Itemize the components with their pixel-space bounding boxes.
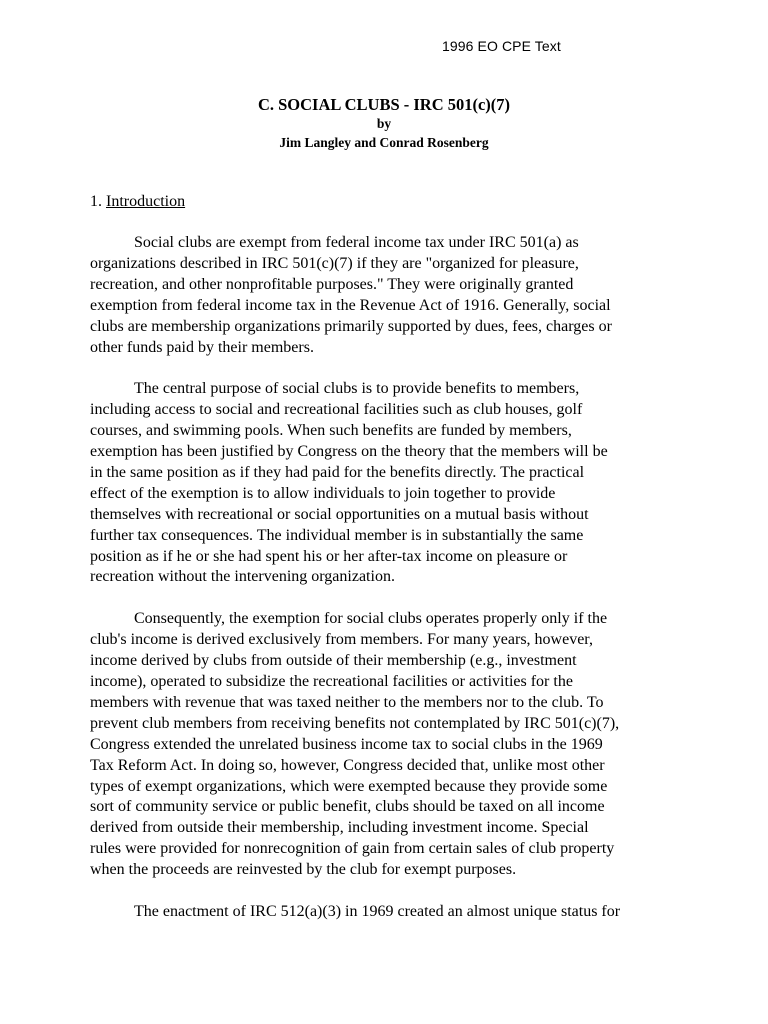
paragraph-line: other funds paid by their members. (90, 338, 314, 356)
byline-by: by (376, 116, 392, 131)
paragraph-line: types of exempt organizations, which were exempted because they provide some (90, 777, 608, 795)
paragraph-line: prevent club members from receiving benefits not contemplated by IRC 501(c)(7), (90, 714, 620, 732)
paragraph-line: clubs are membership organizations primarily supported by dues, fees, charges or (90, 317, 612, 335)
paragraph-line: The enactment of IRC 512(a)(3) in 1969 created an almost unique status for (134, 902, 621, 920)
paragraph-line: recreation, and other nonprofitable purposes." They were originally granted (90, 275, 574, 293)
paragraph-line: The central purpose of social clubs is to provide benefits to members, (134, 380, 580, 398)
paragraph-line: Tax Reform Act. In doing so, however, Congress decided that, unlike most other (90, 756, 605, 774)
body-text (90, 233, 690, 944)
title-block (0, 95, 768, 153)
paragraph-line: themselves with recreational or social opportunities on a mutual basis without (90, 505, 589, 523)
paragraph (90, 233, 690, 358)
paragraph-line: income), operated to subsidize the recreational facilities or activities for the (90, 673, 573, 690)
running-header: 1996 EO CPE Text (442, 38, 561, 54)
paragraph-line: sort of community service or public benefit, clubs should be taxed on all income (90, 798, 605, 816)
section-heading (90, 192, 185, 212)
paragraph-line: income derived by clubs from outside of their membership (e.g., investment (90, 652, 577, 670)
paragraph-line: exemption has been justified by Congress on the theory that the members will be (90, 443, 608, 461)
paragraph-line: members with revenue that was taxed neither to the members nor to the club. To (90, 693, 604, 711)
paragraph-line: position as if he or she had spent his or her after-tax income on pleasure or (90, 547, 568, 565)
paragraph-line: rules were provided for nonrecognition of gain from certain sales of club property (90, 840, 615, 858)
paragraph (90, 609, 690, 881)
section-number: 1. (90, 193, 106, 210)
paragraph (90, 902, 690, 923)
paragraph-line: recreation without the intervening organization. (90, 568, 395, 586)
paragraph-line: club's income is derived exclusively from members. For many years, however, (90, 631, 593, 649)
paragraph-line: organizations described in IRC 501(c)(7) if they are "organized for pleasure, (90, 254, 579, 272)
paragraph (90, 379, 690, 588)
paragraph-line: further tax consequences. The individual member is in substantially the same (90, 526, 584, 544)
paragraph-line: Consequently, the exemption for social clubs operates properly only if the (134, 610, 608, 628)
document-title: C. SOCIAL CLUBS - IRC 501(c)(7) (257, 95, 511, 114)
byline-authors: Jim Langley and Conrad Rosenberg (279, 135, 489, 150)
paragraph-line: exemption from federal income tax in the Revenue Act of 1916. Generally, social (90, 296, 611, 314)
paragraph-line: in the same position as if they had paid for the benefits directly. The practical (90, 463, 585, 481)
section-label: Introduction (106, 193, 186, 210)
paragraph-line: effect of the exemption is to allow individuals to join together to provide (90, 484, 556, 502)
paragraph-line: derived from outside their membership, including investment income. Special (90, 819, 589, 837)
paragraph-line: Congress extended the unrelated business income tax to social clubs in the 1969 (90, 735, 603, 753)
paragraph-line: courses, and swimming pools. When such benefits are funded by members, (90, 422, 572, 440)
paragraph-line: Social clubs are exempt from federal income tax under IRC 501(a) as (134, 234, 579, 251)
paragraph-line: including access to social and recreational facilities such as club houses, golf (90, 401, 583, 419)
paragraph-line: when the proceeds are reinvested by the club for exempt purposes. (90, 861, 517, 879)
